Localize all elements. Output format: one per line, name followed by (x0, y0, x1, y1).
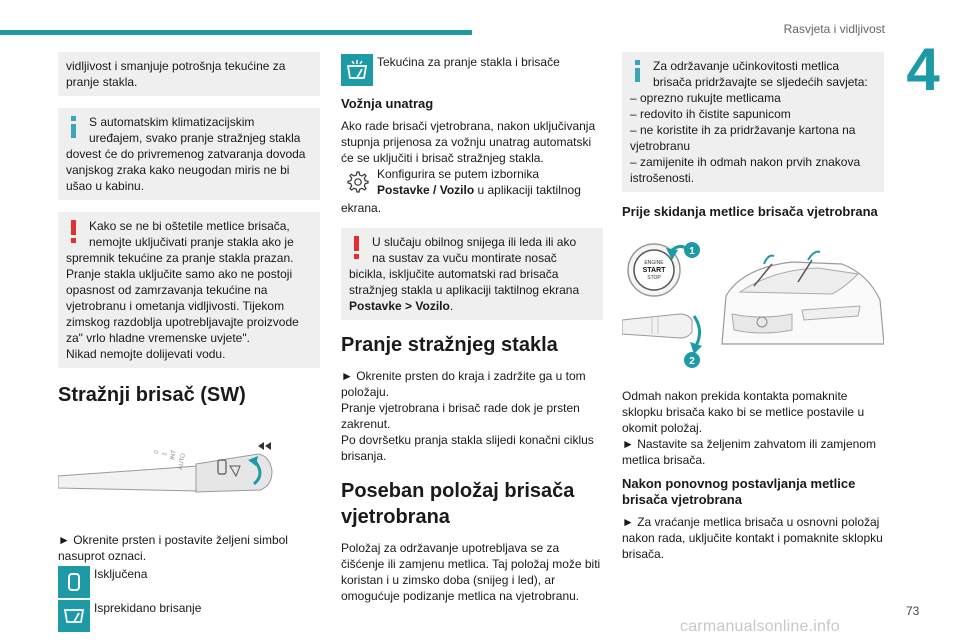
continuation-text: vidljivost i smanjuje potrošnja tekućine za pranje stakla. (66, 59, 286, 89)
before-removal-title: Prije skidanja metlice brisača vjetrobrana (622, 204, 878, 219)
info2-item: – oprezno rukujte metlicama (630, 91, 781, 105)
warning2-rest-text: bicikla, isključite automatski rad brisača stražnjeg stakla u aplikaciji taktilnog ekrana (349, 267, 580, 297)
reverse-text: Ako rade brisači vjetrobrana, nakon uključivanja stupnja prijenosa za vožnju unatrag automatski će se uključiti i brisač stražnjeg stakla. (341, 119, 596, 165)
washer-wiper-icon (341, 54, 373, 86)
info-line-2: uređajem, svako pranje stražnjeg stakla (89, 131, 301, 145)
column-1 (58, 52, 320, 634)
warning2-line-2: na sustav za vuču montirate nosač (372, 251, 557, 265)
config-row (341, 166, 603, 198)
stalk-label-0: 0 (154, 450, 161, 455)
warning2-line-1: U slučaju obilnog snijega ili leda ili ako (372, 235, 577, 249)
after-refit-title: Nakon ponovnog postavljanja metlice brisača vjetrobrana (622, 476, 856, 507)
warning-last: Nikad nemojte dolijevati vodu. (66, 347, 226, 361)
callout-2-label: 2 (689, 356, 695, 367)
info-icon (66, 116, 82, 138)
option-washer-label: Tekućina za pranje stakla i brisače (377, 55, 560, 69)
warning-icon (349, 236, 365, 258)
rear-wiper-stalk-illustration (58, 426, 298, 516)
before-removal-text-1: Odmah nakon prekida kontakta pomaknite sklopku brisača kako bi se metlice postavile u okomit položaj. (622, 389, 865, 435)
rear-wash-step-1: ► Okrenite prsten do kraja i zadržite ga u tom položaju. (341, 369, 586, 399)
section-title-special-position: Poseban položaj brisača vjetrobrana (341, 480, 575, 528)
warning-line-2: nemojte uključivati pranje stakla ako je (89, 235, 294, 249)
stalk-label-int: INT (170, 449, 178, 461)
option-intermittent-label: Isprekidano brisanje (94, 601, 202, 615)
rear-wiper-instruction: ► Okrenite prsten i postavite željeni simbol nasuprot oznaci. (58, 533, 288, 563)
config-line-2 (377, 182, 581, 198)
warning2-end: . (449, 299, 454, 313)
reverse-title: Vožnja unatrag (341, 96, 434, 111)
option-intermittent (58, 600, 320, 632)
config-line-3: ekrana. (341, 201, 382, 215)
header-accent-bar (0, 30, 472, 35)
stalk-label-1: 1 (162, 452, 169, 457)
section-title-rear-wiper: Stražnji brisač (SW) (58, 384, 246, 406)
wiper-intermittent-icon (58, 600, 90, 632)
chapter-title: Rasvjeta i vidljivost (783, 22, 885, 36)
chapter-number: 4 (906, 36, 940, 103)
info-icon (630, 60, 646, 82)
special-position-text: Položaj za održavanje upotrebljava se za čišćenje ili zamjenu metlica. Taj položaj može biti koristan i u zimsko doba (snijeg i led), ar omogućuje podizanje metlica na vjetrobranu. (341, 541, 601, 603)
warning2-rest (349, 266, 595, 314)
engine-button-text-3: STOP (647, 275, 661, 281)
watermark: carmanualsonline.info (680, 618, 840, 635)
warning-rest: spremnik tekućine za pranje stakla prazan. Pranje stakla uključite samo ako ne postoji opasnost od zamrzavanja tekućine na vjetrobranu i ometanja vidljivosti. Tijekom zimskog razdoblja upotrebljavajte proizvode za" vrlo hladne vremenske uvjete". (66, 251, 299, 345)
info-box (58, 108, 320, 200)
option-off-label: Isključena (94, 567, 148, 581)
engine-button-text-2: START (642, 267, 666, 274)
before-removal-text-2: ► Nastavite sa željenim zahvatom ili zamjenom metlica brisača. (622, 437, 876, 467)
engine-button-text-1: ENGINE (644, 260, 664, 266)
stalk-label-auto: AUTO (178, 452, 187, 471)
config-menu-path: Postavke / Vozilo (377, 183, 475, 197)
info-rest: dovest će do privremenog zatvaranja dovoda vanjskog zraka kako neugodan miris ne bi ušao u kabinu. (66, 147, 306, 193)
callout-1-label: 1 (689, 246, 695, 257)
page-number: 73 (906, 604, 920, 618)
rear-wash-step-2: Pranje vjetrobrana i brisač rade dok je prsten zakrenut. (341, 401, 580, 431)
after-refit-text: ► Za vraćanje metlica brisača u osnovni položaj nakon rada, uključite kontakt i pomaknite sklopku brisača. (622, 515, 883, 561)
warning-icon (66, 220, 82, 242)
section-title-rear-wash: Pranje stražnjeg stakla (341, 334, 558, 356)
config-line-2-rest: u aplikaciji taktilnog (474, 183, 581, 197)
info2-item: – redovito ih čistite sapunicom (630, 107, 791, 121)
warning2-menu-path: Postavke > Vozilo (349, 299, 450, 313)
column-2 (341, 52, 603, 604)
info2-line-1: Za održavanje učinkovitosti metlica (653, 59, 840, 73)
info2-item: – zamijenite ih odmah nakon prvih znakova istrošenosti. (630, 155, 861, 185)
gear-icon (341, 166, 373, 198)
wiper-stalk (622, 314, 692, 338)
column-3 (622, 52, 884, 562)
info-box-2 (622, 52, 884, 192)
warning-line-1: Kako se ne bi oštetile metlice brisača, (89, 219, 290, 233)
info2-item: – ne koristite ih za pridržavanje kartona na vjetrobranu (630, 123, 856, 153)
option-off (58, 566, 320, 598)
continuation-box (58, 52, 320, 96)
warning-box-2 (341, 228, 603, 320)
wiper-service-illustration (622, 234, 884, 374)
option-washer (341, 54, 603, 86)
info2-line-2: brisača pridržavajte se sljedećih savjeta: (653, 75, 868, 89)
config-line-1: Konfigurira se putem izbornika (377, 167, 540, 181)
info-line-1: S automatskim klimatizacijskim (89, 115, 255, 129)
wiper-off-icon (58, 566, 90, 598)
rear-wash-step-3: Po dovršetku pranja stakla slijedi konačni ciklus brisanja. (341, 433, 594, 463)
warning-box (58, 212, 320, 368)
